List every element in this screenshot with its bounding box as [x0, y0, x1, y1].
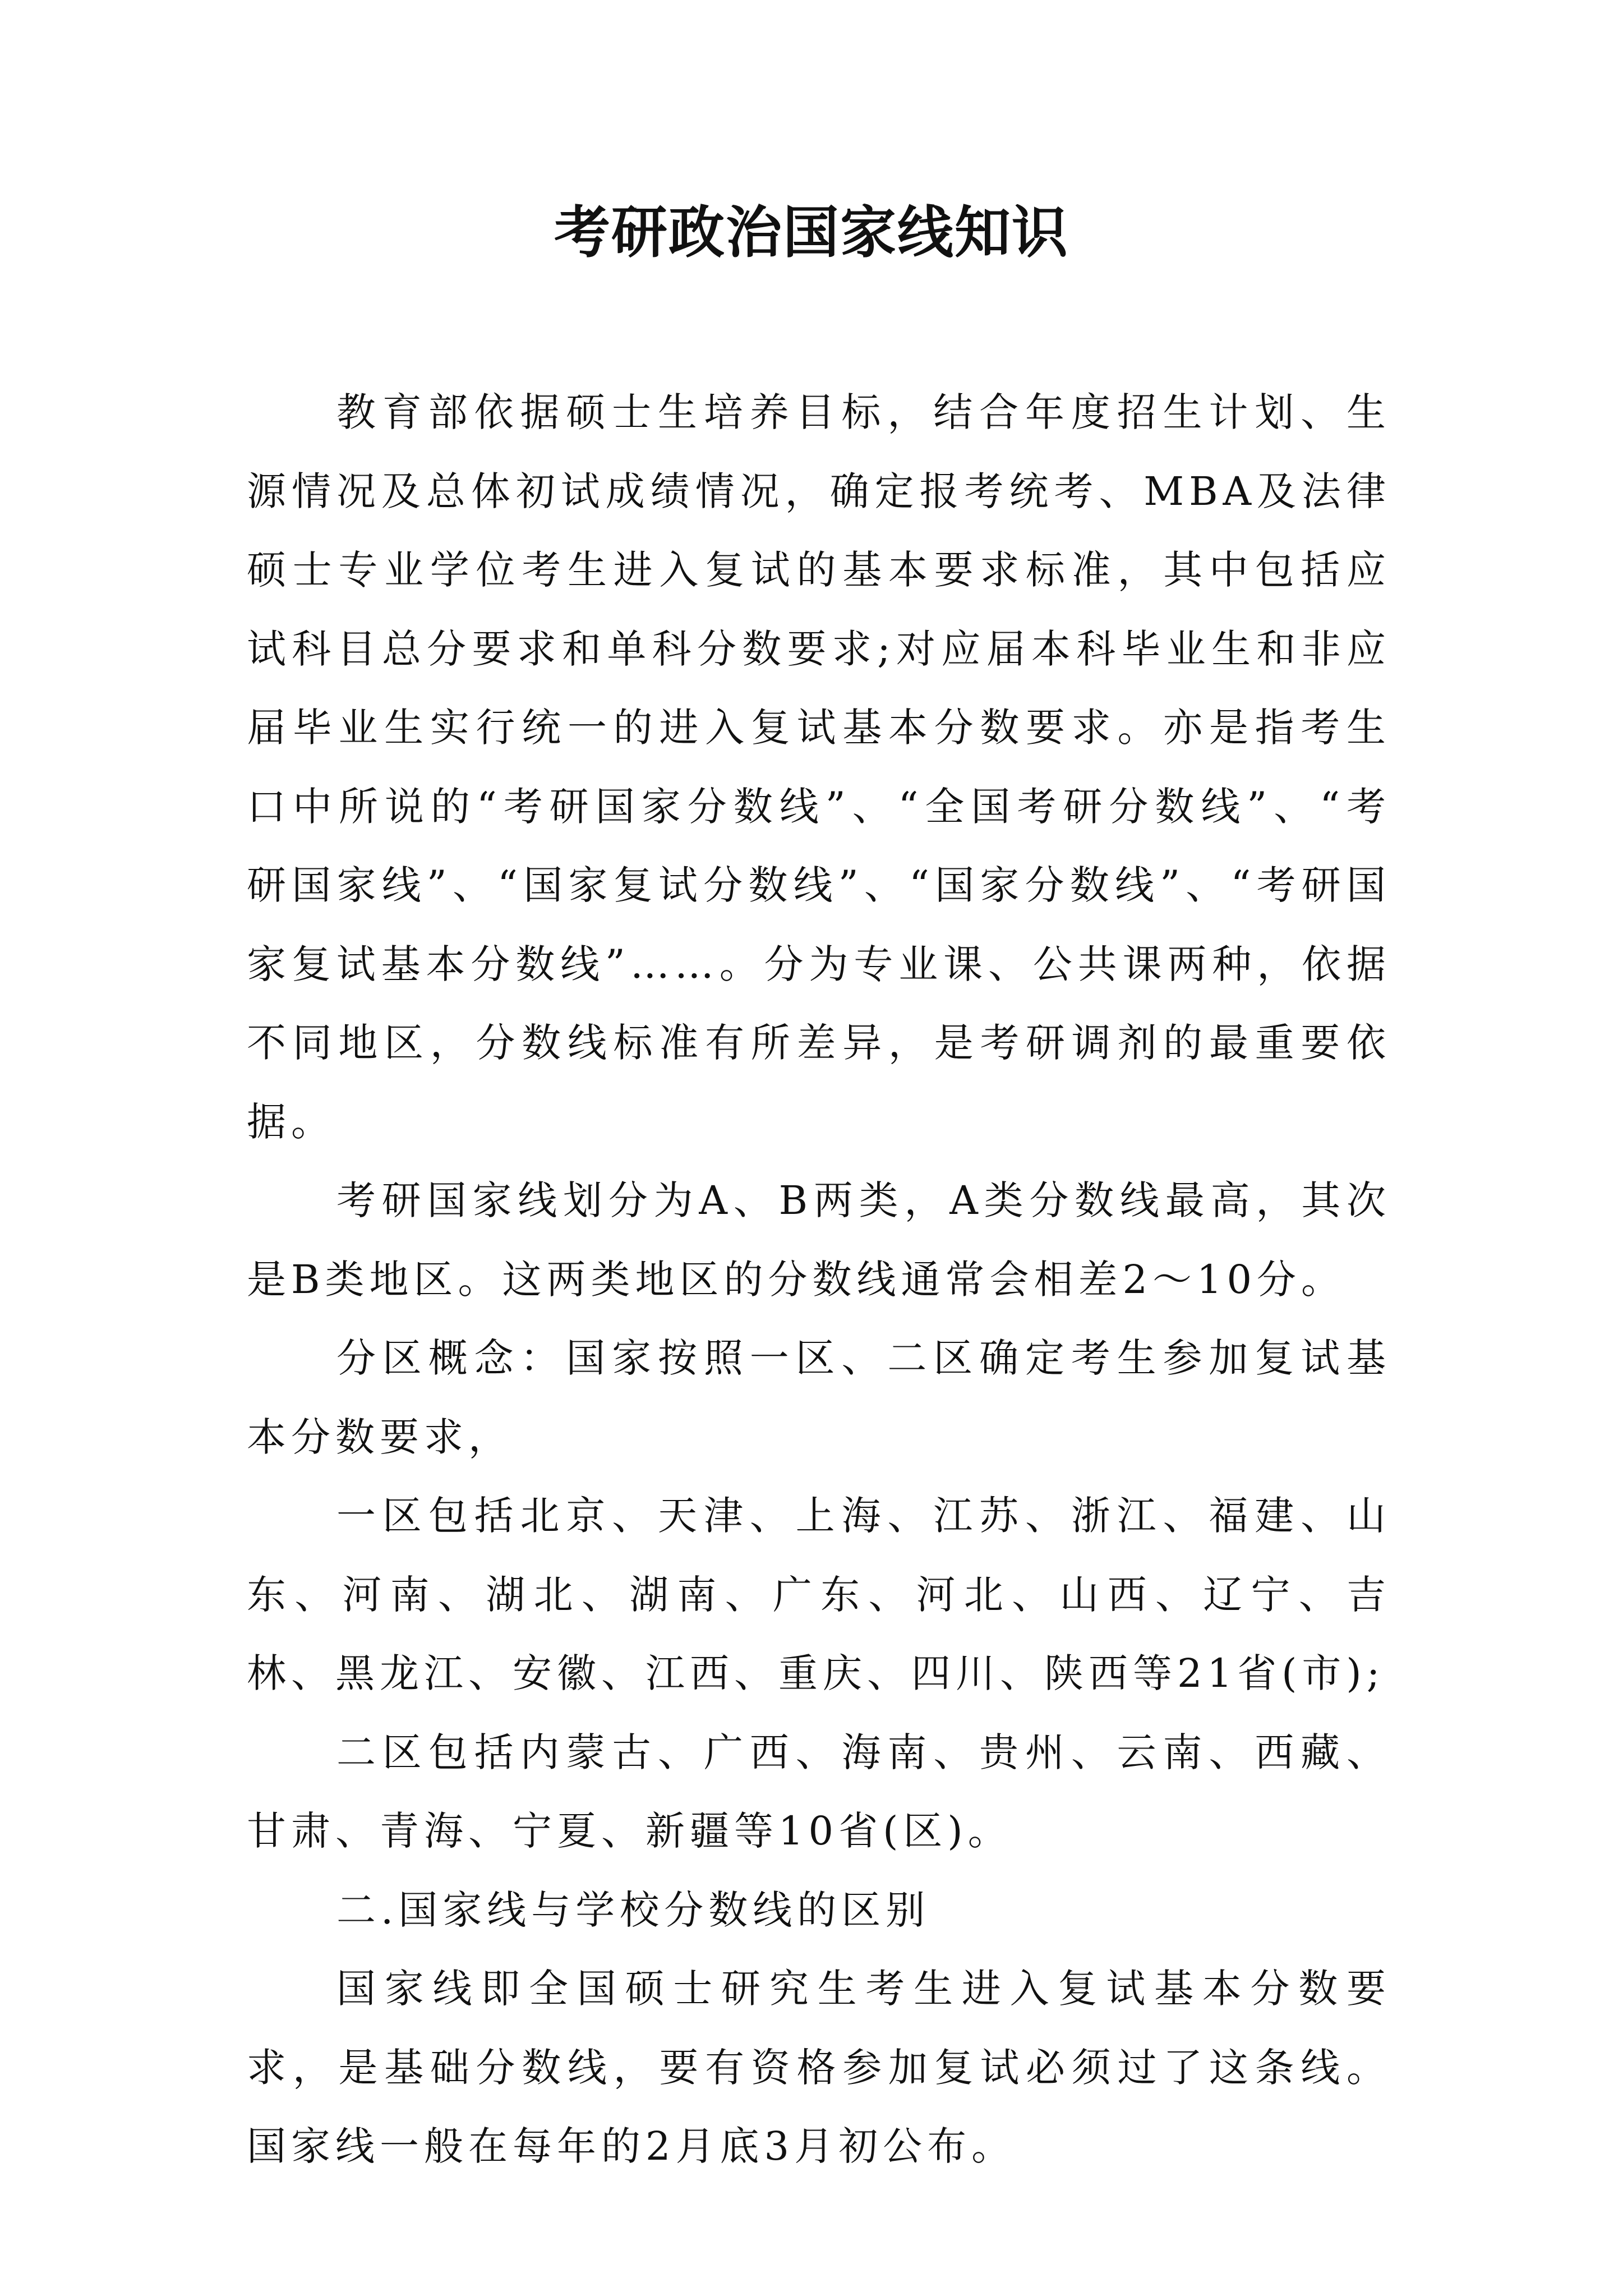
paragraph-ab-categories: 考研国家线划分为A、B两类，A类分数线最高，其次是B类地区。这两类地区的分数线通常会相差2～10分。 — [247, 1177, 1391, 1303]
paragraph-zone-concept: 分区概念：国家按照一区、二区确定考生参加复试基本分数要求， — [247, 1335, 1391, 1460]
paragraph-zone-one: 一区包括北京、天津、上海、江苏、浙江、福建、山东、河南、湖北、湖南、广东、河北、山西、辽宁、吉林、黑龙江、安徽、江西、重庆、四川、陕西等21省(市); — [247, 1493, 1391, 1696]
section-heading-difference: 二.国家线与学校分数线的区别 — [336, 1887, 930, 1933]
document-body — [247, 373, 1391, 2186]
paragraph-zone-two: 二区包括内蒙古、广西、海南、贵州、云南、西藏、甘肃、青海、宁夏、新疆等10省(区)。 — [247, 1729, 1391, 1854]
paragraph-national-line: 国家线即全国硕士研究生考生进入复试基本分数要求，是基础分数线，要有资格参加复试必须过了这条线。国家线一般在每年的2月底3月初公布。 — [247, 1966, 1391, 2169]
paragraph-definition: 教育部依据硕士生培养目标，结合年度招生计划、生源情况及总体初试成绩情况，确定报考统考、MBA及法律硕士专业学位考生进入复试的基本要求标准，其中包括应试科目总分要求和单科分数要求;对应届本科毕业生和非应届毕业生实行统一的进入复试基本分数要求。亦是指考生口中所说的“考研国家分数线”、“全国考研分数线”、“考研国家线”、“国家复试分数线”、“国家分数线”、“考研国家复试基本分数线”……。分为专业课、公共课两种，依据不同地区，分数线标准有所差异，是考研调剂的最重要依据。 — [247, 389, 1391, 1145]
document-title: 考研政治国家线知识 — [554, 200, 1069, 265]
